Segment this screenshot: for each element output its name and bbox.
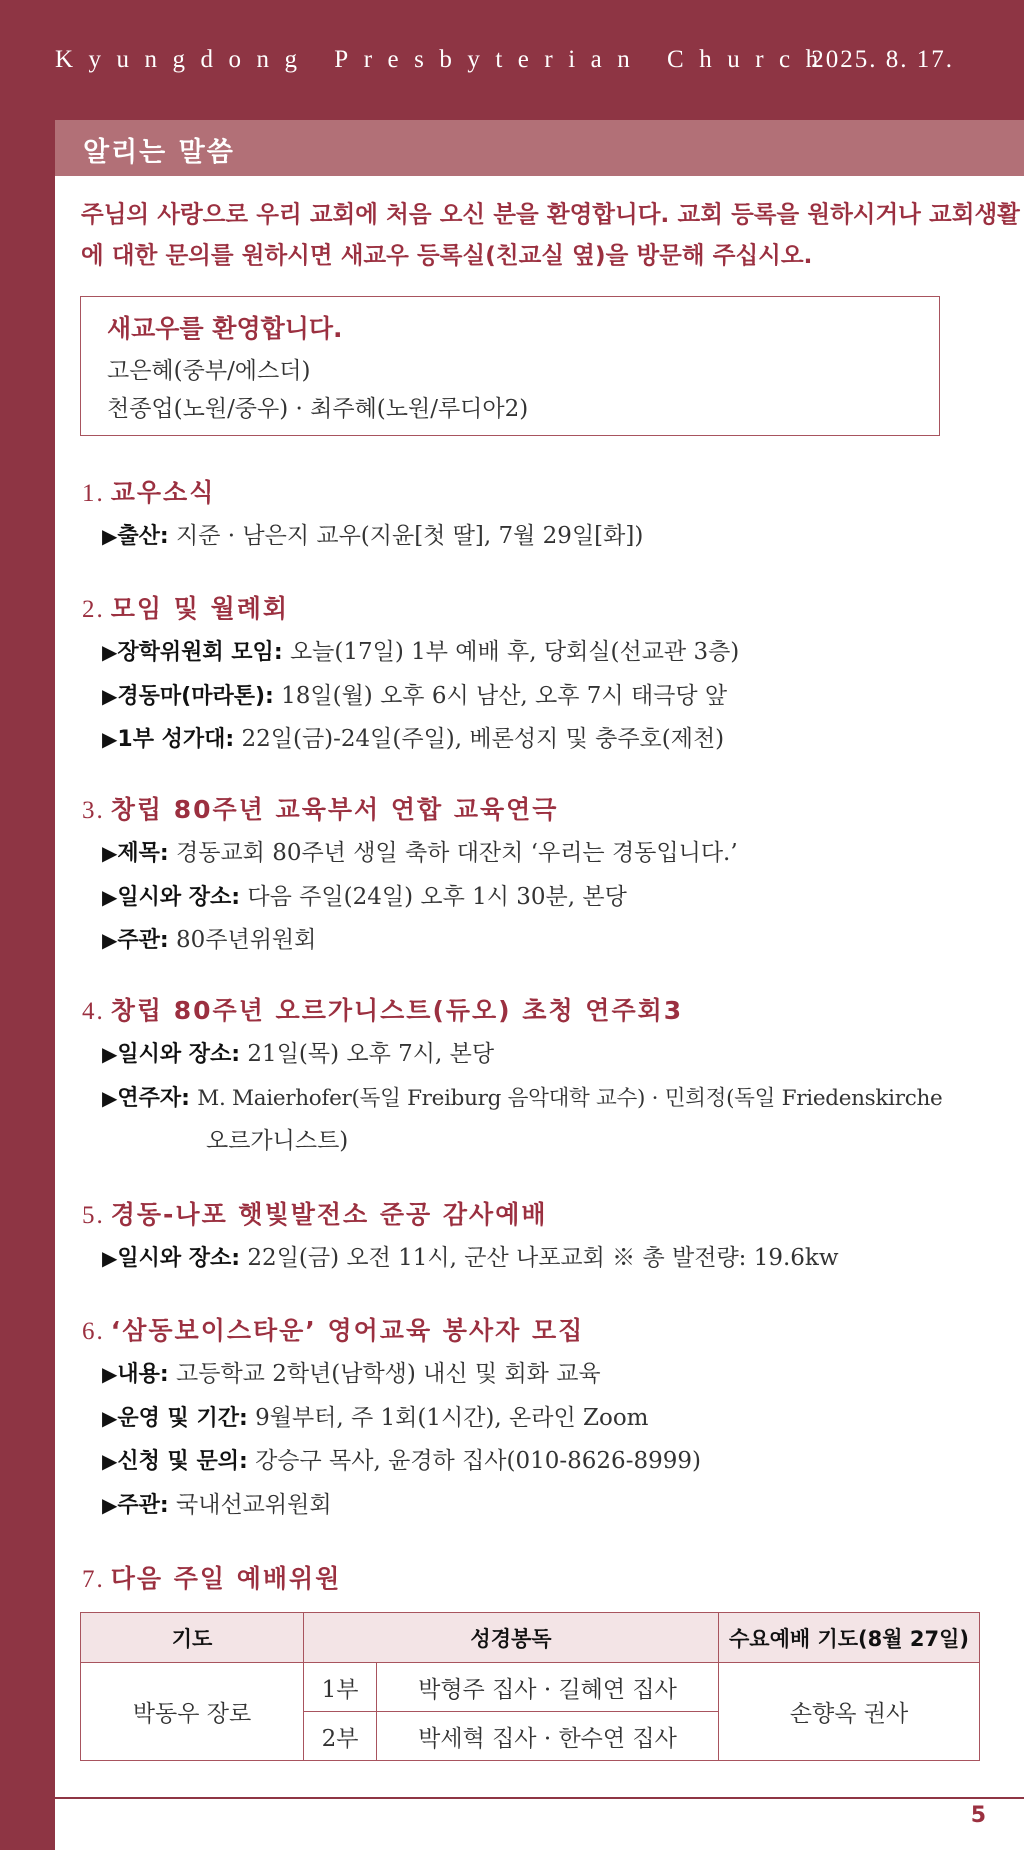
section-2	[82, 587, 1022, 762]
section-title: 3. 창립 80주년 교육부서 연합 교육연극	[82, 795, 559, 824]
section-title: 5. 경동-나포 햇빛발전소 준공 감사예배	[82, 1200, 548, 1229]
part-cell: 2부	[304, 1712, 377, 1761]
list-item: ▶연주자: M. Maierhofer(독일 Freiburg 음악대학 교수) · 민희정(독일 Friedenskirche 오르가니스트)	[82, 1077, 1022, 1163]
section-title: 7. 다음 주일 예배위원	[82, 1564, 342, 1593]
wednesday-prayer-cell: 손향옥 권사	[719, 1663, 980, 1761]
list-item: ▶일시와 장소: 다음 주일(24일) 오후 1시 30분, 본당	[102, 883, 627, 910]
table-header: 수요예배 기도(8월 27일)	[719, 1613, 980, 1663]
section-1	[82, 471, 1022, 559]
table-header: 성경봉독	[304, 1613, 719, 1663]
section-heading-bar	[55, 120, 1024, 176]
left-margin-bar	[0, 0, 55, 1850]
list-item: ▶장학위원회 모임: 오늘(17일) 1부 예배 후, 당회실(선교관 3층)	[102, 639, 740, 665]
welcome-line: 천종업(노원/중우) · 최주혜(노원/루디아2)	[107, 396, 529, 422]
list-item: ▶운영 및 기간: 9월부터, 주 1회(1시간), 온라인 Zoom	[102, 1404, 649, 1431]
section-heading: 알리는 말씀	[83, 137, 235, 168]
section-title: 6. ‘삼동보이스타운’ 영어교육 봉사자 모집	[82, 1316, 585, 1345]
readers-cell: 박형주 집사 · 길혜연 집사	[377, 1663, 719, 1712]
welcome-title: 새교우를 환영합니다.	[107, 314, 343, 343]
list-item: ▶경동마(마라톤): 18일(월) 오후 6시 남산, 오후 7시 태극당 앞	[102, 682, 728, 709]
intro-text: 주님의 사랑으로 우리 교회에 처음 오신 분을 환영합니다. 교회 등록을 원하시거나 교회생활에 대한 문의를 원하시면 새교우 등록실(친교실 옆)을 방문해 주십시오.	[81, 200, 1020, 269]
worship-roster-table	[80, 1612, 980, 1761]
welcome-box	[80, 296, 940, 436]
list-item-continuation: 오르가니스트)	[206, 1128, 349, 1154]
footer-rule	[55, 1797, 1024, 1799]
list-item: ▶주관: 80주년위원회	[102, 927, 317, 953]
section-4	[82, 989, 1022, 1163]
readers-cell: 박세혁 집사 · 한수연 집사	[377, 1712, 719, 1761]
section-7	[82, 1557, 1022, 1601]
section-title: 1. 교우소식	[82, 478, 216, 507]
list-item: ▶1부 성가대: 22일(금)-24일(주일), 베론성지 및 충주호(제천)	[102, 726, 725, 752]
section-title: 4. 창립 80주년 오르가니스트(듀오) 초청 연주회3	[82, 996, 684, 1025]
table-header-row	[81, 1613, 980, 1663]
part-cell: 1부	[304, 1663, 377, 1712]
section-3	[82, 788, 1022, 963]
page-number: 5	[970, 1803, 986, 1828]
header-bar	[0, 0, 1024, 120]
table-row	[81, 1663, 980, 1712]
list-item: ▶신청 및 문의: 강승구 목사, 윤경하 집사(010-8626-8999)	[102, 1448, 701, 1474]
list-item: ▶주관: 국내선교위원회	[102, 1491, 332, 1518]
bulletin-date: 2025. 8. 17.	[811, 46, 954, 73]
section-title: 2. 모임 및 월례회	[82, 594, 290, 623]
list-item: ▶일시와 장소: 22일(금) 오전 11시, 군산 나포교회 ※ 총 발전량: 19.6kw	[102, 1245, 839, 1271]
list-item: ▶내용: 고등학교 2학년(남학생) 내신 및 회화 교육	[102, 1361, 601, 1387]
list-item: ▶제목: 경동교회 80주년 생일 축하 대잔치 ‘우리는 경동입니다.’	[102, 840, 738, 866]
section-6	[82, 1309, 1022, 1527]
list-item: ▶출산: 지준 · 남은지 교우(지윤[첫 딸], 7월 29일[화])	[102, 523, 644, 549]
list-item: ▶일시와 장소: 21일(목) 오후 7시, 본당	[102, 1041, 495, 1067]
church-name: Kyungdong Presbyterian Church	[55, 46, 834, 73]
prayer-cell: 박동우 장로	[81, 1663, 304, 1761]
table-header: 기도	[81, 1613, 304, 1663]
section-5	[82, 1193, 1022, 1281]
welcome-line: 고은혜(중부/에스더)	[107, 358, 311, 384]
